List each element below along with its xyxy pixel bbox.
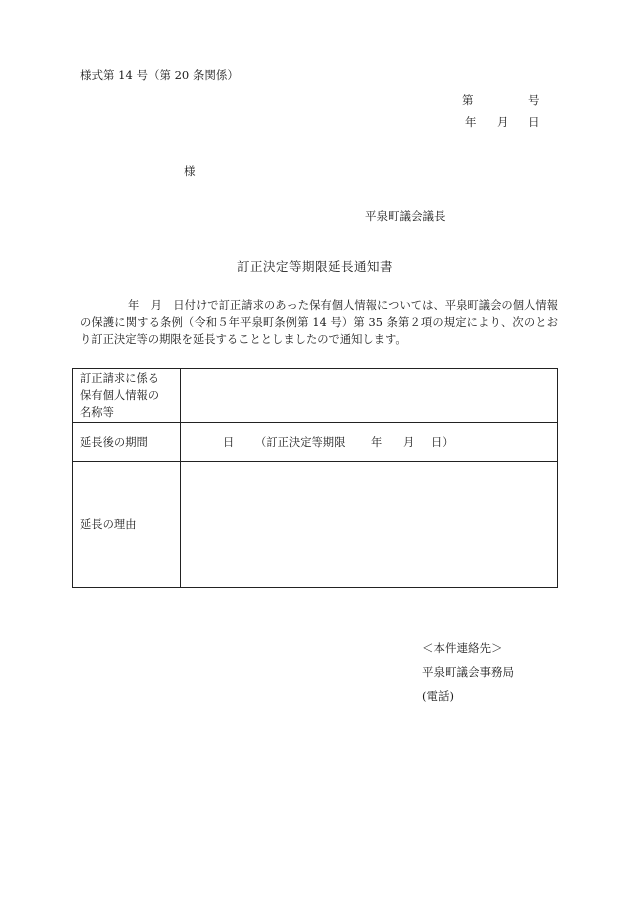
personal-info-name-value — [181, 369, 558, 423]
deadline-month-label: 月 — [403, 436, 415, 449]
date-day-label: 日 — [528, 115, 540, 129]
document-title: 訂正決定等期限延長通知書 — [236, 259, 393, 274]
information-table — [72, 368, 558, 588]
contact-phone: (電話) — [422, 689, 454, 703]
document-number-prefix: 第 — [462, 93, 474, 107]
table-row — [73, 423, 558, 462]
extended-period-value — [181, 423, 558, 462]
contact-heading: ＜本件連絡先＞ — [422, 641, 503, 655]
label-line: 名称等 — [80, 406, 114, 419]
date-year-label: 年 — [465, 115, 477, 129]
contact-office: 平泉町議会事務局 — [422, 665, 514, 679]
extension-reason-label: 延長の理由 — [73, 462, 181, 588]
label-line: 保有個人情報の — [80, 389, 160, 402]
deadline-label: （訂正決定等期限 — [255, 436, 346, 449]
date-month-label: 月 — [497, 115, 509, 129]
table-row — [73, 369, 558, 423]
form-number: 様式第 14 号（第 20 条関係） — [80, 68, 239, 82]
notice-body: 年 月 日付けで訂正請求のあった保有個人情報については、平泉町議会の個人情報の保護に関する条例（令和５年平泉町条例第 14 号）第 35 条第２項の規定により、次のとおり訂正決定等の期限を延長することとしましたので通知します。 — [80, 299, 558, 346]
extension-reason-value — [181, 462, 558, 588]
personal-info-name-label — [73, 369, 181, 423]
deadline-year-label: 年 — [371, 436, 383, 449]
table-row — [73, 462, 558, 588]
extended-period-label: 延長後の期間 — [73, 423, 181, 462]
deadline-day-label: 日） — [431, 436, 454, 449]
document-number-suffix: 号 — [528, 93, 540, 107]
label-line: 訂正請求に係る — [80, 372, 160, 385]
sender-name: 平泉町議会議長 — [365, 209, 446, 223]
period-day-label: 日 — [223, 436, 235, 449]
addressee-honorific: 様 — [184, 164, 196, 178]
